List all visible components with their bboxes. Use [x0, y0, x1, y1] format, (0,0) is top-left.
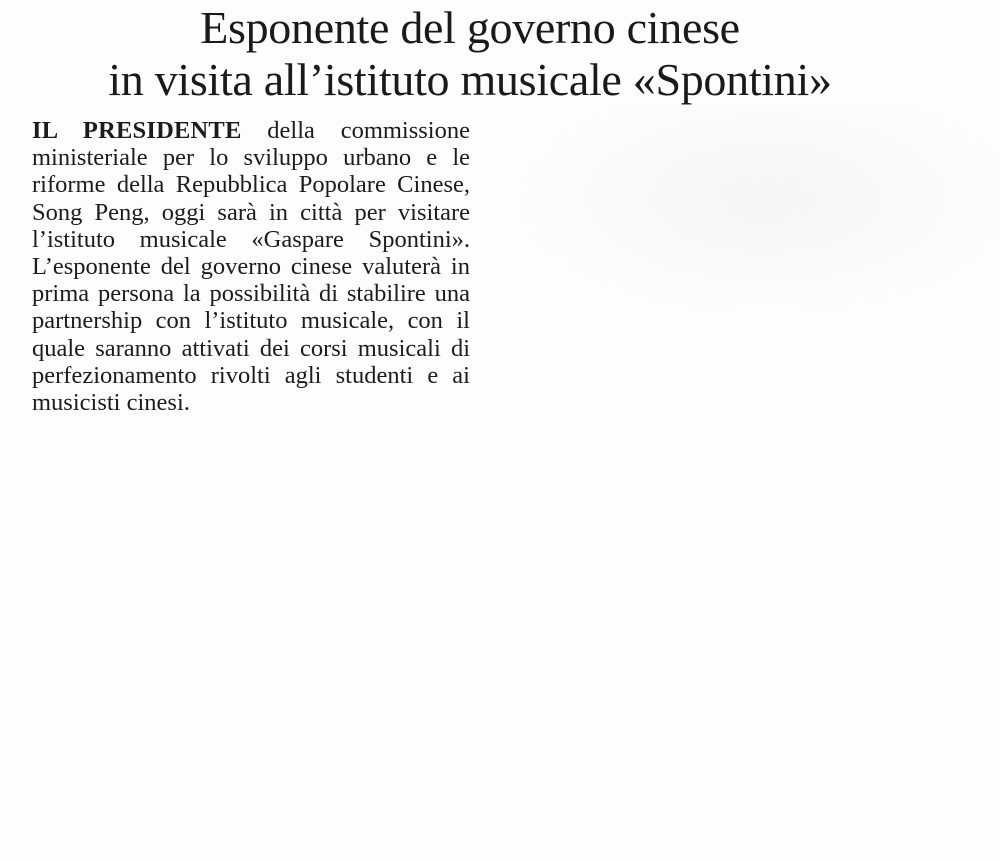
article-text: della commissione ministeriale per lo sviluppo urbano e le riforme della Repubblica Popolare Cinese, Song Peng, oggi sarà in città per visitare l’istituto musicale «Gaspare Spontini». L’esponente del governo cinese valuterà in prima persona la possibilità di stabilire una partnership con l’istituto musicale, con il quale saranno attivati dei corsi musicali di perfezionamento rivolti agli studenti e ai musicisti cinesi. [32, 117, 470, 417]
headline [0, 2, 940, 106]
paper-texture [480, 110, 1000, 330]
article-lead: IL PRESIDENTE [32, 117, 242, 144]
headline-line-2: in visita all’istituto musicale «Spontini» [108, 54, 832, 105]
article-body [32, 117, 470, 416]
headline-line-1: Esponente del governo cinese [200, 2, 740, 53]
